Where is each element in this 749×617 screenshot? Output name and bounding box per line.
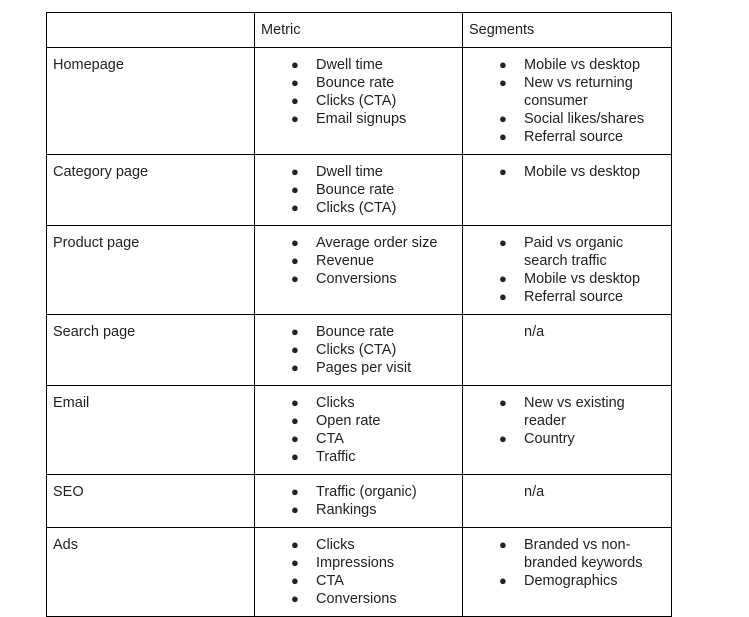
list-item-text: Clicks [316,537,355,553]
list-item [291,74,456,92]
list-item-text: CTA [316,431,344,447]
segment-na-text: n/a [524,484,545,500]
page-type-cell: Ads [47,528,255,617]
list-item [499,234,665,270]
metric-list [261,323,456,377]
metric-list [261,163,456,217]
list-item-text: New vs returning consumer [524,75,633,109]
list-item [499,430,665,448]
list-item-text: Conversions [316,591,397,607]
list-item-text: Demographics [524,573,618,589]
bullet-icon: ● [499,395,507,410]
bullet-icon: ● [291,253,299,268]
list-item-text: CTA [316,573,344,589]
list-item-text: Pages per visit [316,360,412,376]
list-item-text: Average order size [316,235,438,251]
list-item-text: Bounce rate [316,75,395,91]
table-row [47,48,672,155]
metrics-table [46,12,672,617]
metric-cell [255,475,463,528]
list-item-text: Conversions [316,271,397,287]
metric-list [261,483,456,519]
bullet-icon: ● [499,129,507,144]
list-item-text: Mobile vs desktop [524,271,641,287]
list-item-text: Clicks (CTA) [316,200,397,216]
segment-list [469,394,665,448]
segment-cell [463,528,672,617]
bullet-icon: ● [291,360,299,375]
list-item [291,501,456,519]
segment-list [469,536,665,590]
segment-cell [463,315,672,386]
bullet-icon: ● [291,413,299,428]
header-cell-metric: Metric [255,13,463,48]
list-item [499,128,665,146]
list-item-text: Traffic [316,449,356,465]
bullet-icon: ● [291,342,299,357]
segment-cell [463,48,672,155]
list-item [499,110,665,128]
bullet-icon: ● [499,573,507,588]
list-item [291,323,456,341]
list-item [499,572,665,590]
list-item [291,270,456,288]
list-item-text: Dwell time [316,57,383,73]
page-type-cell: Product page [47,226,255,315]
list-item-text: New vs existing reader [524,395,625,429]
bullet-icon: ● [291,271,299,286]
list-item-text: Referral source [524,129,624,145]
list-item-text: Bounce rate [316,324,395,340]
bullet-icon: ● [291,502,299,517]
list-item [291,394,456,412]
list-item [499,74,665,110]
metric-cell [255,386,463,475]
bullet-icon: ● [291,449,299,464]
bullet-icon: ● [291,182,299,197]
segment-cell [463,475,672,528]
list-item-text: Impressions [316,555,395,571]
bullet-icon: ● [499,271,507,286]
bullet-icon: ● [291,164,299,179]
bullet-icon: ● [499,111,507,126]
list-item [499,56,665,74]
list-item [291,199,456,217]
table-row [47,226,672,315]
bullet-icon: ● [291,591,299,606]
list-item-text: Social likes/shares [524,111,645,127]
table-row [47,386,672,475]
list-item [291,56,456,74]
segment-cell [463,155,672,226]
bullet-icon: ● [291,75,299,90]
list-item-text: Bounce rate [316,182,395,198]
metric-cell [255,528,463,617]
page-type-cell: Email [47,386,255,475]
table-row [47,315,672,386]
header-row [47,13,672,48]
metric-list [261,536,456,608]
list-item-text: Paid vs organic search traffic [524,235,624,269]
list-item [499,163,665,181]
list-item-text: Referral source [524,289,624,305]
list-item-text: Branded vs non-branded keywords [524,537,643,571]
list-item [291,554,456,572]
list-item-text: Clicks (CTA) [316,93,397,109]
bullet-icon: ● [291,395,299,410]
list-item-text: Open rate [316,413,381,429]
list-item [291,92,456,110]
list-item [499,270,665,288]
header-cell-blank [47,13,255,48]
segment-cell [463,386,672,475]
bullet-icon: ● [291,235,299,250]
list-item-text: Email signups [316,111,407,127]
table-row [47,155,672,226]
bullet-icon: ● [499,57,507,72]
bullet-icon: ● [499,537,507,552]
list-item [291,181,456,199]
bullet-icon: ● [291,555,299,570]
list-item [499,536,665,572]
list-item [291,430,456,448]
bullet-icon: ● [291,324,299,339]
metric-list [261,394,456,466]
bullet-icon: ● [499,289,507,304]
page-type-cell: Category page [47,155,255,226]
page-type-cell: Search page [47,315,255,386]
list-item [499,288,665,306]
list-item-text: Traffic (organic) [316,484,417,500]
list-item [291,448,456,466]
list-item [291,110,456,128]
list-item [291,536,456,554]
segment-list [469,163,665,181]
list-item-text: Country [524,431,575,447]
list-item-text: Clicks (CTA) [316,342,397,358]
segment-list [469,56,665,146]
page-type-cell: Homepage [47,48,255,155]
list-item [291,590,456,608]
list-item-text: Dwell time [316,164,383,180]
list-item [291,359,456,377]
table-row [47,528,672,617]
page-type-cell: SEO [47,475,255,528]
bullet-icon: ● [291,431,299,446]
list-item [499,394,665,430]
list-item [291,572,456,590]
list-item [291,483,456,501]
list-item [291,163,456,181]
list-item-text: Clicks [316,395,355,411]
metric-cell [255,315,463,386]
bullet-icon: ● [291,111,299,126]
bullet-icon: ● [291,484,299,499]
bullet-icon: ● [291,93,299,108]
list-item-text: Mobile vs desktop [524,164,641,180]
bullet-icon: ● [499,75,507,90]
metric-cell [255,226,463,315]
segment-list [469,234,665,306]
segment-na-text: n/a [524,324,545,340]
table-body [47,48,672,617]
bullet-icon: ● [499,431,507,446]
list-item-text: Mobile vs desktop [524,57,641,73]
metric-cell [255,155,463,226]
bullet-icon: ● [291,57,299,72]
bullet-icon: ● [499,235,507,250]
bullet-icon: ● [499,164,507,179]
header-cell-segments: Segments [463,13,672,48]
list-item [291,252,456,270]
bullet-icon: ● [291,537,299,552]
metric-list [261,56,456,128]
segment-cell [463,226,672,315]
bullet-icon: ● [291,200,299,215]
metric-list [261,234,456,288]
list-item [291,234,456,252]
list-item-text: Rankings [316,502,377,518]
metric-cell [255,48,463,155]
bullet-icon: ● [291,573,299,588]
list-item-text: Revenue [316,253,375,269]
list-item [291,341,456,359]
list-item [291,412,456,430]
table-row [47,475,672,528]
